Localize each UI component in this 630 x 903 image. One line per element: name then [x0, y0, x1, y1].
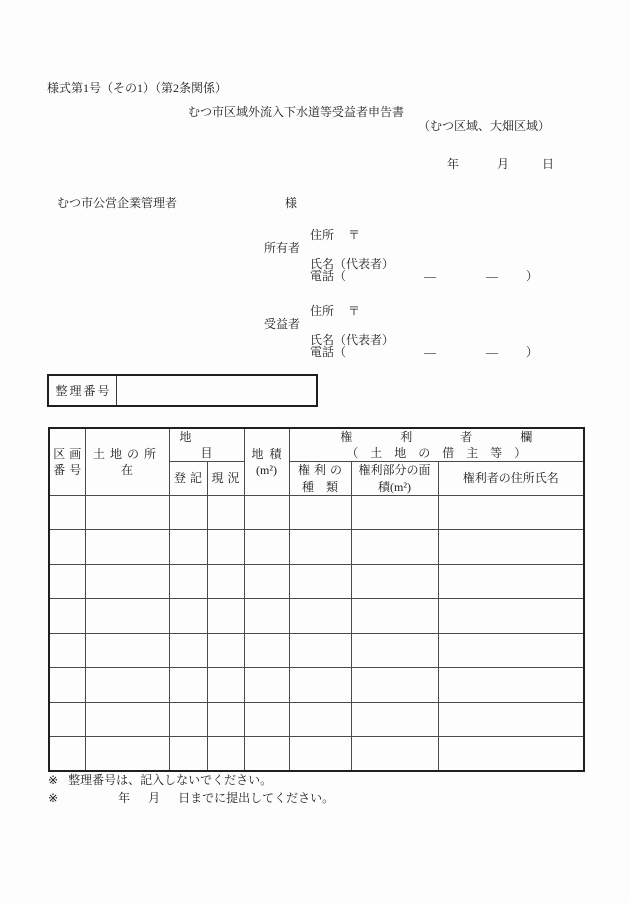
- table-cell: [85, 702, 169, 737]
- owner-address-line: [310, 226, 360, 243]
- table-cell: [289, 668, 351, 703]
- beneficiary-name-label: 氏名（代表者）: [310, 333, 395, 347]
- table-cell: [207, 668, 244, 703]
- table-cell: [289, 495, 351, 530]
- owner-phone-line: [310, 267, 538, 284]
- addressee-honorific: 様: [285, 196, 298, 210]
- table-cell: [351, 495, 438, 530]
- form-number: 様式第1号（その1）（第2条関係）: [47, 81, 228, 95]
- table-cell: [244, 633, 289, 668]
- table-row: [49, 702, 584, 737]
- date-line: [447, 155, 554, 172]
- table-cell: [438, 495, 584, 530]
- table-cell: [169, 668, 207, 703]
- addressee-name: むつ市公営企業管理者: [57, 196, 178, 210]
- header-land-location: 土地の所在: [85, 428, 169, 495]
- table-cell: [351, 702, 438, 737]
- table-row: [49, 564, 584, 599]
- note-mark: ※: [48, 791, 59, 805]
- table-cell: [207, 564, 244, 599]
- table-cell: [244, 495, 289, 530]
- page-title: むつ市区域外流入下水道等受益者申告書: [187, 105, 404, 119]
- table-cell: [207, 702, 244, 737]
- table-cell: [169, 737, 207, 772]
- table-cell: [49, 564, 85, 599]
- owner-address-label: 住所: [310, 228, 335, 242]
- note-deadline-month: 月: [148, 791, 161, 805]
- date-month-label: 月: [497, 157, 510, 171]
- table-cell: [49, 737, 85, 772]
- table-cell: [85, 599, 169, 634]
- table-cell: [49, 599, 85, 634]
- table-cell: [85, 495, 169, 530]
- note-deadline-year: 年: [118, 791, 131, 805]
- table-cell: [351, 737, 438, 772]
- table-row: [49, 495, 584, 530]
- table-cell: [438, 530, 584, 565]
- table-cell: [169, 495, 207, 530]
- table-cell: [289, 702, 351, 737]
- table-cell: [289, 599, 351, 634]
- table-row: [49, 530, 584, 565]
- table-cell: [351, 633, 438, 668]
- beneficiary-postal-mark-icon: 〒: [348, 304, 361, 318]
- table-cell: [351, 564, 438, 599]
- table-cell: [207, 495, 244, 530]
- table-cell: [49, 530, 85, 565]
- table-cell: [85, 737, 169, 772]
- table-row: [49, 668, 584, 703]
- table-cell: [438, 737, 584, 772]
- note-reference: [48, 771, 272, 788]
- table-row: [49, 633, 584, 668]
- header-holder: 権利者の住所氏名: [438, 462, 584, 495]
- table-cell: [289, 633, 351, 668]
- beneficiary-role-label: 受益者: [264, 317, 301, 331]
- owner-phone-open: 電話（: [310, 269, 347, 283]
- owner-postal-mark-icon: 〒: [348, 228, 361, 242]
- header-area: 地積 (m²): [244, 428, 289, 495]
- table-cell: [207, 737, 244, 772]
- date-day-label: 日: [542, 157, 555, 171]
- table-cell: [169, 530, 207, 565]
- owner-phone-dash: ―: [424, 269, 437, 283]
- note-deadline: [48, 789, 334, 806]
- note-deadline-rest: 日までに提出してください。: [178, 791, 335, 805]
- reference-number-box: [47, 374, 318, 407]
- header-right-type: 権利の 種類: [289, 462, 351, 495]
- header-rights-group: 権利者欄 （土地の借主等）: [289, 428, 584, 462]
- beneficiary-phone-open: 電話（: [310, 345, 347, 359]
- table-cell: [207, 530, 244, 565]
- table-cell: [169, 599, 207, 634]
- table-cell: [244, 737, 289, 772]
- reference-number-value: [117, 376, 316, 405]
- table-cell: [289, 737, 351, 772]
- header-land-category: 地目: [169, 428, 244, 462]
- reference-number-label: 整理番号: [55, 384, 112, 398]
- owner-name-label: 氏名（代表者）: [310, 257, 395, 271]
- table-cell: [351, 599, 438, 634]
- table-cell: [85, 564, 169, 599]
- owner-phone-close: ）: [526, 269, 539, 283]
- table-cell: [49, 702, 85, 737]
- table-cell: [244, 599, 289, 634]
- note-text: 整理番号は、記入しないでください。: [68, 773, 273, 787]
- owner-role-label: 所有者: [264, 241, 301, 255]
- table-row: [49, 737, 584, 772]
- region-note: （むつ区域、大畑区域）: [418, 119, 551, 133]
- table-cell: [438, 564, 584, 599]
- table-cell: [289, 564, 351, 599]
- table-cell: [85, 633, 169, 668]
- table-cell: [438, 668, 584, 703]
- beneficiary-address-line: [310, 302, 360, 319]
- table-row: [49, 599, 584, 634]
- table-cell: [207, 633, 244, 668]
- table-cell: [244, 564, 289, 599]
- table-cell: [169, 564, 207, 599]
- table-cell: [169, 633, 207, 668]
- header-right-area: 権利部分の面 積(m²): [351, 462, 438, 495]
- header-block-number: 区画 番号: [49, 428, 85, 495]
- table-cell: [49, 495, 85, 530]
- table-cell: [351, 530, 438, 565]
- table-cell: [49, 668, 85, 703]
- declaration-table: [48, 427, 585, 772]
- table-cell: [438, 633, 584, 668]
- table-cell: [438, 599, 584, 634]
- note-mark: ※: [48, 773, 59, 787]
- beneficiary-phone-line: [310, 343, 538, 360]
- table-cell: [169, 702, 207, 737]
- table-cell: [85, 668, 169, 703]
- date-year-label: 年: [447, 157, 460, 171]
- beneficiary-phone-dash: ―: [486, 345, 499, 359]
- table-cell: [244, 668, 289, 703]
- table-cell: [207, 599, 244, 634]
- table-cell: [351, 668, 438, 703]
- table-cell: [244, 702, 289, 737]
- owner-phone-dash: ―: [486, 269, 499, 283]
- table-cell: [49, 633, 85, 668]
- header-registered: 登記: [169, 462, 207, 495]
- table-cell: [438, 702, 584, 737]
- header-current: 現況: [207, 462, 244, 495]
- table-cell: [289, 530, 351, 565]
- table-cell: [85, 530, 169, 565]
- beneficiary-phone-dash: ―: [424, 345, 437, 359]
- table-cell: [244, 530, 289, 565]
- beneficiary-phone-close: ）: [526, 345, 539, 359]
- beneficiary-address-label: 住所: [310, 304, 335, 318]
